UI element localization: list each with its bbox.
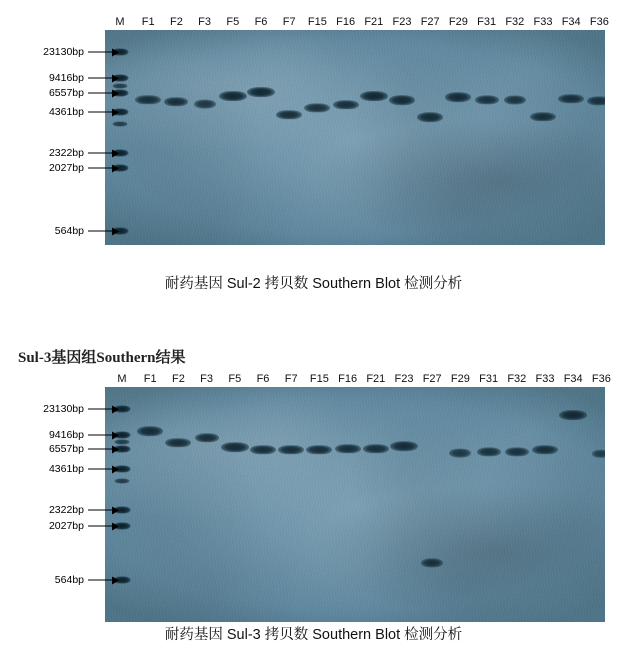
lane-label-f29: F29 [450,373,470,385]
panel-heading-sul3: Sul-3基因组Southern结果 [18,350,186,366]
lane-label-f29: F29 [448,16,468,28]
band-f33 [530,112,556,121]
band-f2 [165,438,191,447]
lane-label-f1: F1 [141,16,155,28]
band-f16 [333,100,359,109]
band-f29 [449,449,471,458]
band-f1 [137,426,163,436]
lane-label-f23: F23 [394,373,414,385]
marker-arrow-6557bp [88,449,118,450]
band-f7 [278,445,304,454]
marker-label-23130bp: 23130bp [43,46,84,58]
marker-label-9416bp: 9416bp [48,429,84,441]
band-f21 [363,444,389,453]
band-f3 [194,100,216,109]
lane-label-f6: F6 [256,373,270,385]
marker-arrow-564bp [88,231,118,232]
ladder-band-minor [113,122,128,127]
marker-label-6557bp: 6557bp [48,87,84,99]
band-f31 [477,447,501,456]
band-f34 [559,410,587,420]
lane-label-f5: F5 [228,373,242,385]
band-f2 [164,97,188,106]
band-f36 [587,96,605,105]
band-f31 [475,95,499,104]
marker-arrow-23130bp [88,52,118,53]
lane-label-f16: F16 [336,16,356,28]
lane-label-f33: F33 [535,373,555,385]
lane-label-f3: F3 [200,373,214,385]
lane-label-f27: F27 [422,373,442,385]
band-f29 [445,92,471,102]
lane-label-f15: F15 [307,16,327,28]
band-f23 [389,95,415,105]
marker-label-23130bp: 23130bp [43,403,84,415]
marker-label-6557bp: 6557bp [48,443,84,455]
lane-label-f7: F7 [284,373,298,385]
figure-caption-sul3: 耐药基因 Sul-3 拷贝数 Southern Blot 检测分析 [164,627,463,643]
lane-label-f15: F15 [309,373,329,385]
band-f21 [360,91,388,101]
marker-label-2027bp: 2027bp [48,162,84,174]
lane-label-f34: F34 [561,16,581,28]
lane-label-f32: F32 [505,16,525,28]
band-f16 [335,444,361,453]
lane-label-f33: F33 [533,16,553,28]
lane-label-f31: F31 [479,373,499,385]
blot-grain [105,30,605,245]
band-f15 [306,445,332,454]
lane-label-f7: F7 [282,16,296,28]
band-f6 [247,87,275,97]
ladder-band-minor [113,84,128,89]
lane-label-f21: F21 [366,373,386,385]
figure-caption-sul2: 耐药基因 Sul-2 拷贝数 Southern Blot 检测分析 [164,276,463,292]
gel-image-sul3 [105,387,605,622]
lane-label-m: M [115,16,125,28]
lane-label-f3: F3 [198,16,212,28]
marker-label-4361bp: 4361bp [48,106,84,118]
band-f32 [504,96,526,105]
marker-arrow-6557bp [88,93,118,94]
sul3-blot-panel [0,330,627,664]
lane-label-f36: F36 [589,16,609,28]
band-f23 [390,441,418,451]
marker-label-564bp: 564bp [54,225,84,237]
ladder-band-minor [115,479,130,484]
lane-label-f16: F16 [338,373,358,385]
lane-label-f2: F2 [169,16,183,28]
lane-label-f5: F5 [226,16,240,28]
lane-label-f36: F36 [591,373,611,385]
marker-arrow-4361bp [88,112,118,113]
band-f15 [304,103,330,112]
lane-label-f1: F1 [143,373,157,385]
blot-grain [105,387,605,622]
lane-label-f27: F27 [420,16,440,28]
band-f33 [532,445,558,454]
marker-label-2027bp: 2027bp [48,520,84,532]
band-f3 [195,433,219,442]
band-f27 [421,558,443,567]
marker-arrow-9416bp [88,435,118,436]
band-f34 [558,94,584,103]
marker-label-4361bp: 4361bp [48,463,84,475]
lane-label-f6: F6 [254,16,268,28]
sul2-blot-panel [0,0,627,320]
marker-arrow-2027bp [88,526,118,527]
ladder-band-minor [115,440,130,445]
marker-label-9416bp: 9416bp [48,72,84,84]
marker-label-2322bp: 2322bp [48,504,84,516]
lane-label-f2: F2 [171,373,185,385]
marker-arrow-2322bp [88,153,118,154]
marker-arrow-9416bp [88,78,118,79]
marker-arrow-564bp [88,580,118,581]
marker-arrow-2027bp [88,168,118,169]
gel-image-sul2 [105,30,605,245]
lane-label-f34: F34 [563,373,583,385]
marker-arrow-4361bp [88,469,118,470]
marker-label-564bp: 564bp [54,574,84,586]
lane-label-f32: F32 [507,373,527,385]
band-f5 [219,91,247,101]
marker-label-2322bp: 2322bp [48,147,84,159]
band-f27 [417,112,443,122]
lane-label-f31: F31 [477,16,497,28]
lane-label-m: M [117,373,127,385]
marker-arrow-2322bp [88,510,118,511]
band-f5 [221,442,249,452]
lane-label-f21: F21 [364,16,384,28]
lane-label-f23: F23 [392,16,412,28]
band-f36 [592,450,605,458]
band-f1 [135,95,161,104]
band-f32 [505,447,529,456]
band-f6 [250,445,276,454]
band-f7 [276,110,302,119]
marker-arrow-23130bp [88,409,118,410]
